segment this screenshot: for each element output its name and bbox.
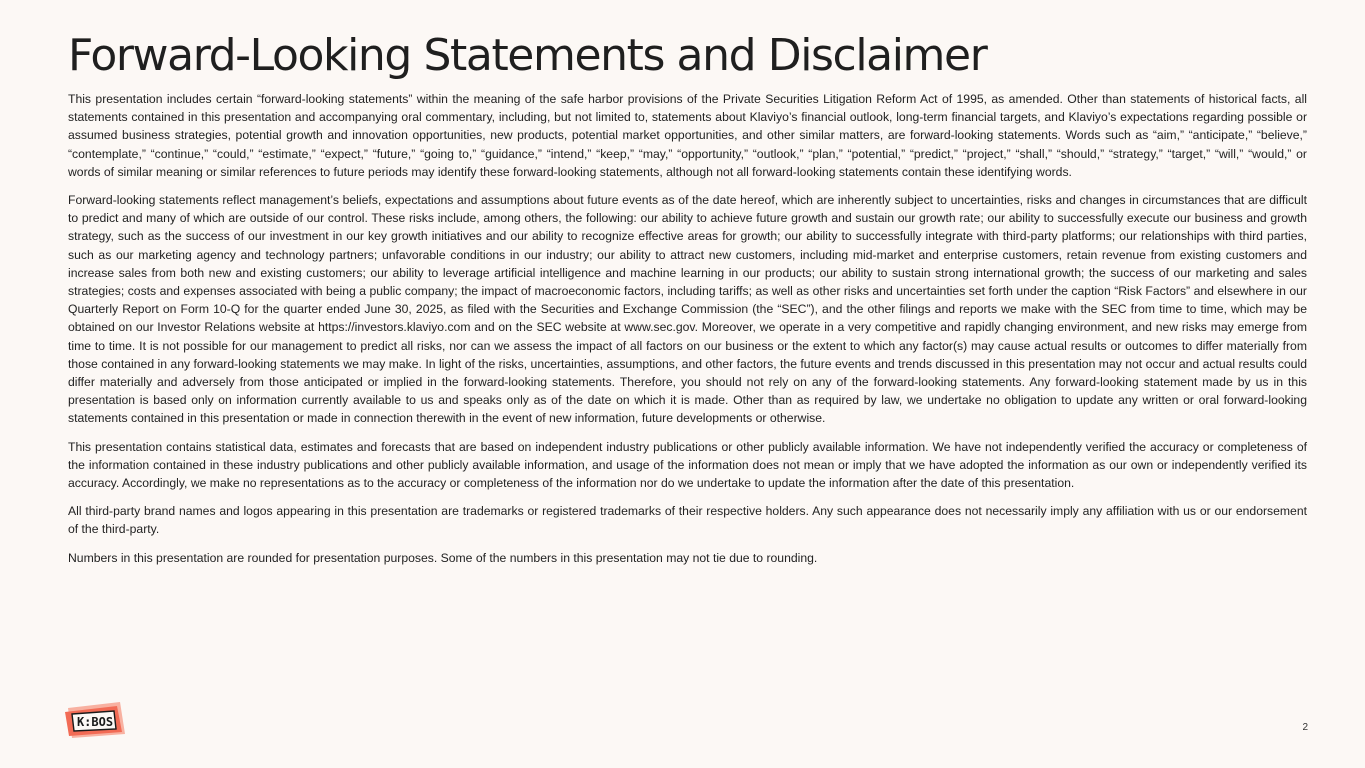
paragraph-trademarks: All third-party brand names and logos appearing in this presentation are trademarks or registered trademarks of their respective holders. Any such appearance does not necessarily imply any affiliation with us or our endorsement of the third-party.	[68, 504, 1307, 537]
page-title: Forward-Looking Statements and Disclaimer	[68, 30, 987, 81]
paragraph-statistical-data: This presentation contains statistical data, estimates and forecasts that are based on independent industry publications or other publicly available information. We have not independently verified the accuracy or completeness of the information contained in these industry publications and other publicly available information, and usage of the information does not mean or imply that we have adopted the information as our own or independently verified its accuracy. Accordingly, we make no representations as to the accuracy or completeness of the information nor do we undertake to update the information after the date of this presentation.	[68, 439, 1307, 491]
disclaimer-body	[68, 90, 1307, 577]
paragraph-risks: Forward-looking statements reflect management’s beliefs, expectations and assumptions about future events as of the date hereof, which are inherently subject to uncertainties, risks and changes in circumstances that are difficult to predict and many of which are outside of our control. These risks include, among others, the following: our ability to achieve future growth and sustain our growth rate; our ability to successfully execute our business and growth strategy, such as the success of our investment in our key growth initiatives and our ability to recognize effective areas for growth; our ability to successfully integrate with third-party platforms; our relationships with third parties, such as our marketing agency and technology partners; unfavorable conditions in our industry; our ability to attract new customers, including mid-market and enterprise customers, retain revenue from existing customers and increase sales from both new and existing customers; our ability to leverage artificial intelligence and machine learning in our products; our ability to sustain strong international growth; the success of our marketing and sales strategies; costs and expenses associated with being a public company; the impact of macroeconomic factors, including tariffs; as well as other risks and uncertainties set forth under the caption “Risk Factors” and elsewhere in our Quarterly Report on Form 10-Q for the quarter ended June 30, 2025, as filed with the Securities and Exchange Commission (the “SEC”), and the other filings and reports we make with the SEC from time to time, which may be obtained on our Investor Relations website at https://investors.klaviyo.com and on the SEC website at www.sec.gov. Moreover, we operate in a very competitive and rapidly changing environment, and new risks may emerge from time to time. It is not possible for our management to predict all risks, nor can we assess the impact of all factors on our business or the extent to which any factor(s) may cause actual results or outcomes to differ materially from those contained in any forward-looking statements we may make. In light of the risks, uncertainties, assumptions, and other factors, the future events and trends discussed in this presentation may not occur and actual results could differ materially and adversely from those anticipated or implied in the forward-looking statements. Therefore, you should not rely on any of the forward-looking statements. Any forward-looking statement made by us in this presentation is based only on information currently available to us and speaks only as of the date on which it is made. Other than as required by law, we undertake no obligation to update any written or oral forward-looking statements contained in this presentation or made in connection therewith in the event of new information, future developments or otherwise.	[68, 193, 1307, 426]
kbos-logo-graphic	[62, 696, 130, 742]
kbos-logo	[62, 696, 130, 742]
paragraph-rounding: Numbers in this presentation are rounded for presentation purposes. Some of the numbers in this presentation may not tie due to rounding.	[68, 550, 818, 565]
logo-text: K:BOS	[76, 715, 114, 729]
page-number: 2	[1302, 722, 1308, 733]
paragraph-forward-looking-intro: This presentation includes certain “forward-looking statements” within the meaning of the safe harbor provisions of the Private Securities Litigation Reform Act of 1995, as amended. Other than statements of historical facts, all statements contained in this presentation and accompanying oral commentary, including, but not limited to, statements about Klaviyo’s financial outlook, long-term financial targets, and Klaviyo’s expectations regarding possible or assumed business strategies, potential growth and innovation opportunities, new products, potential market opportunities, and other similar matters, are forward-looking statements. Words such as “aim,” “anticipate,” “believe,” “contemplate,” “continue,” “could,” “estimate,” “expect,” “future,” “going to,” “guidance,” “intend,” “keep,” “may,” “opportunity,” “outlook,” “plan,” “potential,” “predict,” “project,” “shall,” “should,” “strategy,” “target,” “will,” “would,” or words of similar meaning or similar references to future periods may identify these forward-looking statements, although not all forward-looking statements contain these identifying words.	[68, 92, 1307, 179]
